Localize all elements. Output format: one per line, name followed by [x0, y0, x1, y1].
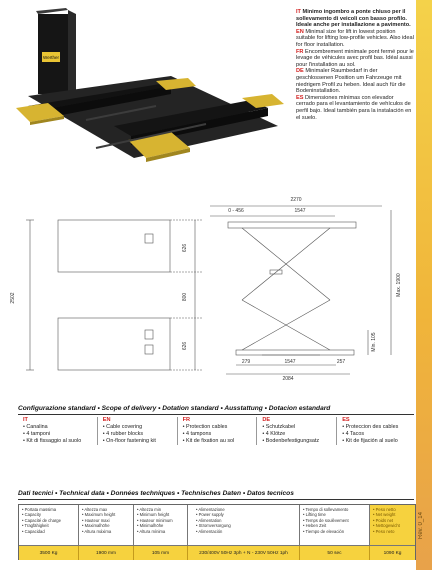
tech-header-row	[19, 505, 415, 545]
dim-626-a: 626	[182, 243, 188, 253]
revision-code: Rev. 0_14	[418, 512, 424, 540]
tech-rule	[18, 499, 414, 500]
scope-rule	[18, 414, 414, 415]
scope-col-fr: FR • Protection cables • 4 tampons • Kit de fixation au sol	[178, 417, 258, 445]
dim-bot-279: 279	[241, 359, 251, 365]
control-box	[36, 8, 76, 94]
scope-col-es: ES • Proteccion des cables • 4 Tacos • Kit de fijación al suelo	[342, 417, 399, 444]
tech-val-power: 230/400V 50Hz 3ph + N - 230V 50Hz 1ph	[188, 546, 300, 560]
dim-bot-257: 257	[336, 359, 346, 365]
dim-height-total: 2502	[10, 292, 16, 304]
dim-626-b: 626	[182, 341, 188, 351]
tech-val-max-height: 1900 mm	[79, 546, 134, 560]
desc-fr: FR Encombrement minimale pont fermé pour le levage de véhicules avec profil bas. Idéal aussi pour l'installation au sol.	[296, 48, 414, 68]
dim-bot-1547: 1547	[284, 359, 296, 365]
dim-top-left: 0 - 456	[228, 208, 244, 214]
tech-title: Dati tecnici • Technical data • Données techniques • Technisches Daten • Datos tecnicos	[18, 490, 294, 497]
tech-val-capacity: 3500 Kg	[19, 546, 79, 560]
dim-top-mid: 1547	[294, 208, 306, 214]
technical-drawing	[0, 190, 416, 400]
scope-title: Configurazione standard • Scope of delivery • Dotation standard • Ausstattung • Dotacion estandard	[18, 405, 331, 412]
dim-top-total: 2270	[290, 197, 302, 203]
plan-view	[26, 220, 202, 370]
scope-col-en: EN • Cable covering • 4 rubber blocks • On-floor fastening kit	[98, 417, 178, 445]
tech-val-net-weight: 1090 Kg	[383, 551, 402, 556]
desc-es: ES Dimensiones mínimas con elevador cerrado para el levantamiento de vehículos de perfil bajo. Ideal también para la instalación en el suelo.	[296, 94, 412, 121]
tech-head-max-height: • Altezza max • Maximum height • Hauteur maxi • Maximalhöhe • Altura máxima	[79, 505, 134, 545]
tech-head-power: • Alimentazione • Power supply • Alimentation • Stromversorgung • Alimentación	[188, 505, 300, 545]
tech-val-lifting-time: 50 sec	[300, 546, 370, 560]
scope-col-it: IT • Canalina • 4 tamponi • Kit di fissaggio al suolo	[18, 417, 98, 445]
side-band	[416, 0, 432, 570]
tech-table	[18, 504, 416, 560]
dim-800: 800	[182, 292, 188, 302]
tech-value-row	[19, 545, 415, 560]
dim-min-height: Min. 105	[371, 332, 377, 352]
tech-val-min-height: 105 mm	[134, 546, 188, 560]
description-block	[296, 9, 414, 121]
tech-head-net-weight: • Peso netto • Net weight • Poids net • Nettogewicht • Peso neto	[370, 505, 415, 545]
side-view	[210, 206, 391, 374]
dim-max-height: Max. 1900	[396, 273, 402, 297]
svg-text:Werther: Werther	[43, 55, 59, 60]
tech-head-min-height: • Altezza min • Minimum height • Hauteur minimum • Minimalhöhe • Altura mínima	[134, 505, 188, 545]
desc-it: IT Minimo ingombro a ponte chiuso per il sollevamento di veicoli con basso profilo. Ideale anche per installazione a pavimento.	[296, 9, 411, 29]
tech-head-capacity: • Portata massima • Capacity • Capacité de charge • Tragfähigkeit • Capacidad	[19, 505, 79, 545]
scope-col-de: DE • Schutzkabel • 4 Klötze • Bodenbefestigungsatz	[257, 417, 337, 445]
desc-de: DE Minimaler Raumbedarf in der geschlossenen Position um Fahrzeuge mit niedrigem Profil zu heben. Ideal auch für die Bodeninstallation.	[296, 68, 406, 95]
desc-en: EN Minimal size for lift in lowest position suitable for lifting low-profile vehicles. Also ideal for floor installation.	[296, 28, 414, 48]
scope-table	[18, 417, 416, 445]
dim-bot-2084: 2084	[282, 376, 294, 382]
tech-head-lifting-time: • Tempo di sollevamento • Lifting time • Temps de soulèvement • Heben Zeit • Tiempo de elevación	[300, 505, 370, 545]
product-photo	[6, 8, 288, 168]
